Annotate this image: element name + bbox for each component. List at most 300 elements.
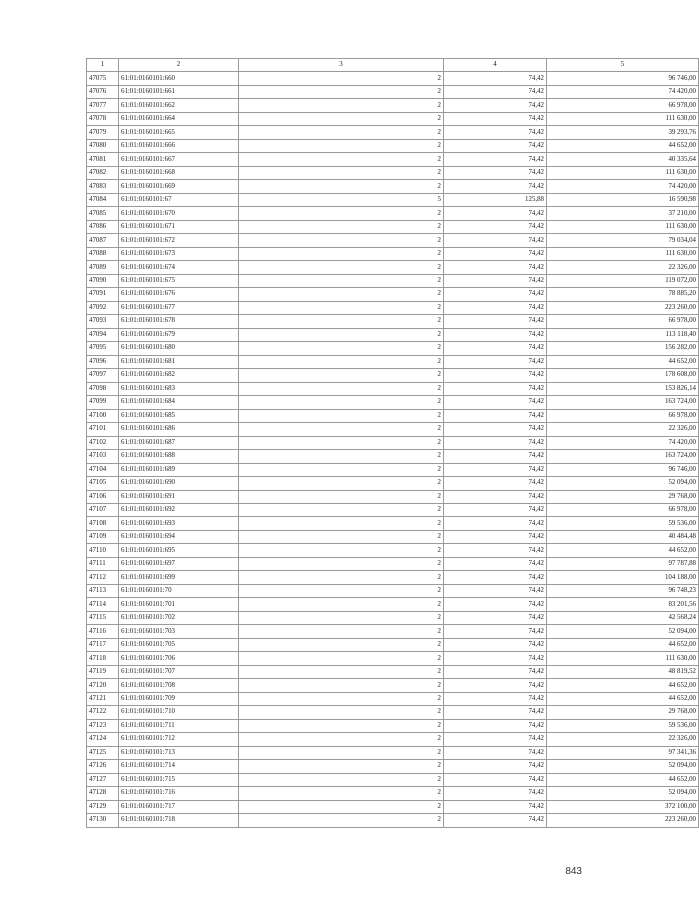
cell-cadastral-number: 61:01:0160101:679 — [119, 328, 239, 341]
cell-row-number: 47080 — [87, 139, 119, 152]
cell-area: 74,42 — [444, 706, 547, 719]
cell-row-number: 47090 — [87, 274, 119, 287]
table-row — [87, 746, 699, 759]
cell-count: 2 — [239, 598, 444, 611]
table-row — [87, 112, 699, 125]
cell-cadastral-number: 61:01:0160101:695 — [119, 544, 239, 557]
cell-cadastral-number: 61:01:0160101:703 — [119, 625, 239, 638]
cell-count: 2 — [239, 342, 444, 355]
cell-row-number: 47120 — [87, 679, 119, 692]
cell-area: 74,42 — [444, 112, 547, 125]
cell-area: 74,42 — [444, 139, 547, 152]
table-row — [87, 126, 699, 139]
cell-row-number: 47100 — [87, 409, 119, 422]
cell-count: 2 — [239, 423, 444, 436]
cell-cadastral-number: 61:01:0160101:708 — [119, 679, 239, 692]
table-row — [87, 139, 699, 152]
cell-row-number: 47092 — [87, 301, 119, 314]
cell-count: 2 — [239, 274, 444, 287]
cell-area: 74,42 — [444, 409, 547, 422]
cell-row-number: 47116 — [87, 625, 119, 638]
cell-area: 74,42 — [444, 517, 547, 530]
cell-count: 2 — [239, 503, 444, 516]
cell-count: 2 — [239, 355, 444, 368]
table-row — [87, 652, 699, 665]
cell-cadastral-number: 61:01:0160101:668 — [119, 166, 239, 179]
cell-row-number: 47128 — [87, 787, 119, 800]
cell-area: 74,42 — [444, 274, 547, 287]
cell-count: 2 — [239, 477, 444, 490]
cell-value: 52 094,00 — [547, 625, 699, 638]
cell-area: 74,42 — [444, 436, 547, 449]
cell-row-number: 47079 — [87, 126, 119, 139]
table-row — [87, 814, 699, 827]
cell-value: 29 768,00 — [547, 706, 699, 719]
cell-area: 74,42 — [444, 611, 547, 624]
cell-area: 74,42 — [444, 638, 547, 651]
table-row — [87, 773, 699, 786]
table-row — [87, 544, 699, 557]
cell-cadastral-number: 61:01:0160101:664 — [119, 112, 239, 125]
cell-value: 66 978,00 — [547, 503, 699, 516]
cell-cadastral-number: 61:01:0160101:670 — [119, 207, 239, 220]
cell-area: 74,42 — [444, 72, 547, 85]
cell-value: 42 568,24 — [547, 611, 699, 624]
cell-count: 2 — [239, 234, 444, 247]
cell-cadastral-number: 61:01:0160101:674 — [119, 261, 239, 274]
cell-cadastral-number: 61:01:0160101:693 — [119, 517, 239, 530]
cell-cadastral-number: 61:01:0160101:688 — [119, 450, 239, 463]
cell-count: 2 — [239, 247, 444, 260]
cell-row-number: 47076 — [87, 85, 119, 98]
cell-value: 66 978,00 — [547, 315, 699, 328]
cell-count: 2 — [239, 625, 444, 638]
cell-area: 74,42 — [444, 544, 547, 557]
cell-count: 2 — [239, 571, 444, 584]
cell-area: 74,42 — [444, 382, 547, 395]
cell-count: 2 — [239, 719, 444, 732]
cell-count: 2 — [239, 153, 444, 166]
cell-area: 74,42 — [444, 301, 547, 314]
cell-area: 74,42 — [444, 530, 547, 543]
cell-row-number: 47081 — [87, 153, 119, 166]
cell-cadastral-number: 61:01:0160101:672 — [119, 234, 239, 247]
cell-area: 74,42 — [444, 814, 547, 827]
table-row — [87, 288, 699, 301]
table-row — [87, 342, 699, 355]
cell-cadastral-number: 61:01:0160101:692 — [119, 503, 239, 516]
cell-value: 372 100,00 — [547, 800, 699, 813]
cell-cadastral-number: 61:01:0160101:713 — [119, 746, 239, 759]
cell-area: 74,42 — [444, 557, 547, 570]
cell-count: 2 — [239, 652, 444, 665]
column-header-3: 3 — [239, 59, 444, 72]
table-row — [87, 274, 699, 287]
cell-cadastral-number: 61:01:0160101:685 — [119, 409, 239, 422]
cell-row-number: 47129 — [87, 800, 119, 813]
cell-count: 2 — [239, 544, 444, 557]
cell-count: 2 — [239, 463, 444, 476]
cell-area: 74,42 — [444, 220, 547, 233]
cell-cadastral-number: 61:01:0160101:67 — [119, 193, 239, 206]
cell-cadastral-number: 61:01:0160101:665 — [119, 126, 239, 139]
cell-row-number: 47113 — [87, 584, 119, 597]
cell-cadastral-number: 61:01:0160101:662 — [119, 99, 239, 112]
cell-count: 2 — [239, 126, 444, 139]
cell-count: 2 — [239, 638, 444, 651]
cell-row-number: 47075 — [87, 72, 119, 85]
cell-count: 2 — [239, 692, 444, 705]
cell-area: 74,42 — [444, 450, 547, 463]
cell-row-number: 47121 — [87, 692, 119, 705]
cell-count: 2 — [239, 584, 444, 597]
cell-count: 2 — [239, 800, 444, 813]
cell-value: 223 260,00 — [547, 814, 699, 827]
cell-count: 2 — [239, 746, 444, 759]
cell-area: 74,42 — [444, 787, 547, 800]
cell-row-number: 47083 — [87, 180, 119, 193]
cell-cadastral-number: 61:01:0160101:718 — [119, 814, 239, 827]
cell-row-number: 47127 — [87, 773, 119, 786]
cell-cadastral-number: 61:01:0160101:676 — [119, 288, 239, 301]
cell-cadastral-number: 61:01:0160101:694 — [119, 530, 239, 543]
cell-area: 74,42 — [444, 261, 547, 274]
cell-row-number: 47105 — [87, 477, 119, 490]
cell-row-number: 47117 — [87, 638, 119, 651]
cell-area: 74,42 — [444, 315, 547, 328]
cell-count: 2 — [239, 328, 444, 341]
cell-count: 2 — [239, 530, 444, 543]
table-row — [87, 436, 699, 449]
cell-cadastral-number: 61:01:0160101:705 — [119, 638, 239, 651]
cell-cadastral-number: 61:01:0160101:671 — [119, 220, 239, 233]
table-row — [87, 638, 699, 651]
cell-area: 74,42 — [444, 207, 547, 220]
cell-cadastral-number: 61:01:0160101:667 — [119, 153, 239, 166]
cell-cadastral-number: 61:01:0160101:707 — [119, 665, 239, 678]
table-row — [87, 220, 699, 233]
cell-value: 74 420,00 — [547, 436, 699, 449]
cell-row-number: 47086 — [87, 220, 119, 233]
cell-count: 2 — [239, 72, 444, 85]
table-row — [87, 315, 699, 328]
cell-value: 29 768,00 — [547, 490, 699, 503]
cell-cadastral-number: 61:01:0160101:70 — [119, 584, 239, 597]
cell-value: 97 341,36 — [547, 746, 699, 759]
cell-count: 2 — [239, 166, 444, 179]
data-table — [86, 58, 699, 828]
cell-area: 74,42 — [444, 126, 547, 139]
cell-cadastral-number: 61:01:0160101:678 — [119, 315, 239, 328]
cell-value: 44 652,00 — [547, 679, 699, 692]
cell-cadastral-number: 61:01:0160101:717 — [119, 800, 239, 813]
cell-cadastral-number: 61:01:0160101:706 — [119, 652, 239, 665]
cell-value: 163 724,00 — [547, 396, 699, 409]
cell-cadastral-number: 61:01:0160101:675 — [119, 274, 239, 287]
cell-area: 74,42 — [444, 503, 547, 516]
cell-value: 153 826,14 — [547, 382, 699, 395]
cell-row-number: 47094 — [87, 328, 119, 341]
cell-row-number: 47119 — [87, 665, 119, 678]
cell-value: 22 326,00 — [547, 261, 699, 274]
table-body — [87, 72, 699, 827]
cell-area: 74,42 — [444, 328, 547, 341]
cell-cadastral-number: 61:01:0160101:669 — [119, 180, 239, 193]
cell-area: 74,42 — [444, 800, 547, 813]
cell-value: 74 420,00 — [547, 180, 699, 193]
cell-value: 74 420,00 — [547, 85, 699, 98]
cell-count: 2 — [239, 787, 444, 800]
cell-cadastral-number: 61:01:0160101:684 — [119, 396, 239, 409]
cell-area: 74,42 — [444, 692, 547, 705]
cell-area: 74,42 — [444, 423, 547, 436]
cell-row-number: 47099 — [87, 396, 119, 409]
cell-row-number: 47095 — [87, 342, 119, 355]
cell-count: 2 — [239, 207, 444, 220]
cell-value: 22 326,00 — [547, 733, 699, 746]
cell-cadastral-number: 61:01:0160101:677 — [119, 301, 239, 314]
cell-cadastral-number: 61:01:0160101:680 — [119, 342, 239, 355]
cell-row-number: 47084 — [87, 193, 119, 206]
table-row — [87, 733, 699, 746]
table-row — [87, 598, 699, 611]
table-row — [87, 193, 699, 206]
cell-value: 48 819,52 — [547, 665, 699, 678]
cell-count: 2 — [239, 396, 444, 409]
cell-value: 22 326,00 — [547, 423, 699, 436]
cell-area: 74,42 — [444, 490, 547, 503]
table-row — [87, 530, 699, 543]
table-row — [87, 85, 699, 98]
cell-value: 37 210,00 — [547, 207, 699, 220]
table-row — [87, 679, 699, 692]
cell-value: 83 201,56 — [547, 598, 699, 611]
cell-value: 96 746,00 — [547, 72, 699, 85]
cell-area: 74,42 — [444, 166, 547, 179]
cell-cadastral-number: 61:01:0160101:711 — [119, 719, 239, 732]
cell-area: 74,42 — [444, 773, 547, 786]
cell-value: 113 118,40 — [547, 328, 699, 341]
table-row — [87, 301, 699, 314]
cell-value: 59 536,00 — [547, 517, 699, 530]
cell-row-number: 47078 — [87, 112, 119, 125]
cell-row-number: 47118 — [87, 652, 119, 665]
cell-count: 2 — [239, 450, 444, 463]
table-row — [87, 611, 699, 624]
cell-value: 52 094,00 — [547, 477, 699, 490]
cell-value: 156 282,00 — [547, 342, 699, 355]
cell-row-number: 47087 — [87, 234, 119, 247]
cell-count: 2 — [239, 517, 444, 530]
table-row — [87, 625, 699, 638]
cell-row-number: 47123 — [87, 719, 119, 732]
cell-row-number: 47130 — [87, 814, 119, 827]
cell-area: 125,88 — [444, 193, 547, 206]
cell-value: 44 652,00 — [547, 544, 699, 557]
cell-cadastral-number: 61:01:0160101:699 — [119, 571, 239, 584]
cell-count: 2 — [239, 814, 444, 827]
cell-row-number: 47108 — [87, 517, 119, 530]
table-row — [87, 760, 699, 773]
table-row — [87, 234, 699, 247]
table-row — [87, 180, 699, 193]
cell-count: 2 — [239, 369, 444, 382]
cell-area: 74,42 — [444, 584, 547, 597]
cell-value: 79 034,04 — [547, 234, 699, 247]
cell-row-number: 47077 — [87, 99, 119, 112]
cell-cadastral-number: 61:01:0160101:681 — [119, 355, 239, 368]
cell-row-number: 47097 — [87, 369, 119, 382]
cell-row-number: 47104 — [87, 463, 119, 476]
cell-value: 44 652,00 — [547, 638, 699, 651]
cell-value: 111 630,00 — [547, 652, 699, 665]
cell-cadastral-number: 61:01:0160101:710 — [119, 706, 239, 719]
page-number: 843 — [565, 866, 582, 877]
cell-row-number: 47102 — [87, 436, 119, 449]
cell-area: 74,42 — [444, 85, 547, 98]
table-row — [87, 477, 699, 490]
cell-area: 74,42 — [444, 733, 547, 746]
cell-area: 74,42 — [444, 369, 547, 382]
cell-cadastral-number: 61:01:0160101:687 — [119, 436, 239, 449]
cell-count: 2 — [239, 611, 444, 624]
table-row — [87, 396, 699, 409]
table-row — [87, 261, 699, 274]
cell-value: 59 536,00 — [547, 719, 699, 732]
cell-value: 39 293,76 — [547, 126, 699, 139]
cell-row-number: 47122 — [87, 706, 119, 719]
cell-count: 2 — [239, 733, 444, 746]
cell-cadastral-number: 61:01:0160101:686 — [119, 423, 239, 436]
cell-value: 111 630,00 — [547, 112, 699, 125]
cell-value: 97 787,88 — [547, 557, 699, 570]
cell-value: 78 885,20 — [547, 288, 699, 301]
cell-row-number: 47124 — [87, 733, 119, 746]
cell-value: 44 652,00 — [547, 355, 699, 368]
cell-row-number: 47107 — [87, 503, 119, 516]
cell-value: 119 072,00 — [547, 274, 699, 287]
cell-row-number: 47109 — [87, 530, 119, 543]
cell-value: 163 724,00 — [547, 450, 699, 463]
document-page — [86, 58, 696, 828]
cell-row-number: 47091 — [87, 288, 119, 301]
cell-row-number: 47088 — [87, 247, 119, 260]
cell-area: 74,42 — [444, 652, 547, 665]
cell-count: 2 — [239, 773, 444, 786]
table-row — [87, 463, 699, 476]
cell-cadastral-number: 61:01:0160101:709 — [119, 692, 239, 705]
cell-value: 111 630,00 — [547, 166, 699, 179]
table-row — [87, 355, 699, 368]
cell-count: 2 — [239, 409, 444, 422]
cell-cadastral-number: 61:01:0160101:715 — [119, 773, 239, 786]
table-row — [87, 409, 699, 422]
cell-area: 74,42 — [444, 288, 547, 301]
cell-count: 2 — [239, 288, 444, 301]
cell-area: 74,42 — [444, 153, 547, 166]
cell-value: 52 094,00 — [547, 787, 699, 800]
cell-count: 2 — [239, 557, 444, 570]
cell-cadastral-number: 61:01:0160101:701 — [119, 598, 239, 611]
table-row — [87, 503, 699, 516]
cell-value: 66 978,00 — [547, 99, 699, 112]
cell-count: 5 — [239, 193, 444, 206]
cell-value: 96 746,00 — [547, 463, 699, 476]
cell-row-number: 47103 — [87, 450, 119, 463]
cell-value: 104 188,00 — [547, 571, 699, 584]
cell-row-number: 47115 — [87, 611, 119, 624]
cell-row-number: 47096 — [87, 355, 119, 368]
cell-value: 40 484,48 — [547, 530, 699, 543]
cell-row-number: 47126 — [87, 760, 119, 773]
cell-count: 2 — [239, 99, 444, 112]
cell-value: 44 652,00 — [547, 773, 699, 786]
cell-area: 74,42 — [444, 746, 547, 759]
cell-cadastral-number: 61:01:0160101:697 — [119, 557, 239, 570]
cell-row-number: 47101 — [87, 423, 119, 436]
cell-area: 74,42 — [444, 355, 547, 368]
cell-value: 111 630,00 — [547, 247, 699, 260]
cell-row-number: 47098 — [87, 382, 119, 395]
table-row — [87, 706, 699, 719]
table-row — [87, 382, 699, 395]
cell-count: 2 — [239, 180, 444, 193]
cell-cadastral-number: 61:01:0160101:661 — [119, 85, 239, 98]
cell-row-number: 47114 — [87, 598, 119, 611]
cell-value: 44 652,00 — [547, 139, 699, 152]
cell-count: 2 — [239, 679, 444, 692]
table-row — [87, 665, 699, 678]
cell-area: 74,42 — [444, 247, 547, 260]
cell-cadastral-number: 61:01:0160101:689 — [119, 463, 239, 476]
cell-value: 16 590,98 — [547, 193, 699, 206]
cell-area: 74,42 — [444, 760, 547, 773]
column-header-4: 4 — [444, 59, 547, 72]
cell-count: 2 — [239, 220, 444, 233]
table-row — [87, 450, 699, 463]
cell-cadastral-number: 61:01:0160101:682 — [119, 369, 239, 382]
cell-area: 74,42 — [444, 342, 547, 355]
cell-area: 74,42 — [444, 679, 547, 692]
cell-row-number: 47125 — [87, 746, 119, 759]
table-row — [87, 719, 699, 732]
cell-cadastral-number: 61:01:0160101:714 — [119, 760, 239, 773]
table-row — [87, 692, 699, 705]
table-row — [87, 557, 699, 570]
cell-area: 74,42 — [444, 665, 547, 678]
cell-cadastral-number: 61:01:0160101:712 — [119, 733, 239, 746]
cell-count: 2 — [239, 315, 444, 328]
cell-value: 52 094,00 — [547, 760, 699, 773]
column-header-5: 5 — [547, 59, 699, 72]
table-row — [87, 490, 699, 503]
cell-value: 111 630,00 — [547, 220, 699, 233]
table-row — [87, 787, 699, 800]
table-row — [87, 517, 699, 530]
cell-area: 74,42 — [444, 625, 547, 638]
cell-count: 2 — [239, 490, 444, 503]
cell-row-number: 47111 — [87, 557, 119, 570]
column-header-2: 2 — [119, 59, 239, 72]
cell-count: 2 — [239, 301, 444, 314]
cell-value: 178 608,00 — [547, 369, 699, 382]
cell-area: 74,42 — [444, 396, 547, 409]
table-row — [87, 72, 699, 85]
cell-row-number: 47093 — [87, 315, 119, 328]
cell-row-number: 47089 — [87, 261, 119, 274]
cell-area: 74,42 — [444, 99, 547, 112]
cell-area: 74,42 — [444, 719, 547, 732]
